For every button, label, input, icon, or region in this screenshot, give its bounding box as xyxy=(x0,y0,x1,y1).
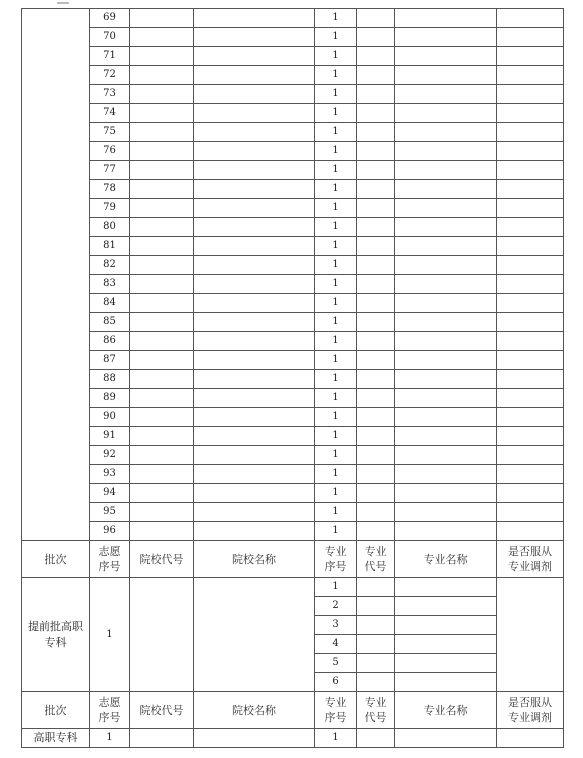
header-adjust-line1: 是否服从 xyxy=(508,696,552,709)
school-code-cell[interactable] xyxy=(130,47,194,66)
major-seq-cell: 1 xyxy=(315,104,357,123)
vocational-major-name-cell[interactable] xyxy=(395,729,497,748)
header-adjust xyxy=(497,541,564,578)
early-batch-label-line1: 提前批高职 xyxy=(28,619,83,633)
major-name-cell[interactable] xyxy=(395,370,497,389)
major-name-cell[interactable] xyxy=(395,104,497,123)
adjust-cell[interactable] xyxy=(497,313,564,332)
adjust-cell[interactable] xyxy=(497,465,564,484)
major-code-cell[interactable] xyxy=(357,389,395,408)
school-code-cell[interactable] xyxy=(130,332,194,351)
choice-seq-cell: 75 xyxy=(90,123,130,142)
header-adjust xyxy=(497,692,564,729)
major-seq-cell: 1 xyxy=(315,389,357,408)
header-row xyxy=(22,541,564,578)
table-row xyxy=(22,351,564,370)
header-major-seq-line2: 序号 xyxy=(324,711,347,724)
school-name-cell[interactable] xyxy=(194,408,315,427)
choice-seq-cell: 88 xyxy=(90,370,130,389)
major-code-cell[interactable] xyxy=(357,427,395,446)
adjust-cell[interactable] xyxy=(497,503,564,522)
major-name-cell[interactable] xyxy=(395,9,497,28)
school-code-cell[interactable] xyxy=(130,161,194,180)
major-seq-cell: 1 xyxy=(315,313,357,332)
school-name-cell[interactable] xyxy=(194,66,315,85)
adjust-cell[interactable] xyxy=(497,199,564,218)
major-code-cell[interactable] xyxy=(357,142,395,161)
choice-seq-cell: 95 xyxy=(90,503,130,522)
major-seq-cell: 1 xyxy=(315,28,357,47)
major-code-cell[interactable] xyxy=(357,503,395,522)
header-school-code: 院校代号 xyxy=(130,541,194,578)
major-seq-cell: 1 xyxy=(315,370,357,389)
table-row xyxy=(22,66,564,85)
school-code-cell[interactable] xyxy=(130,522,194,541)
early-major-code-cell[interactable] xyxy=(357,597,395,616)
header-choice-seq-line2: 序号 xyxy=(98,711,121,724)
major-seq-cell: 1 xyxy=(315,427,357,446)
major-code-cell[interactable] xyxy=(357,446,395,465)
school-name-cell[interactable] xyxy=(194,9,315,28)
choice-seq-cell: 73 xyxy=(90,85,130,104)
major-seq-cell: 1 xyxy=(315,161,357,180)
major-seq-cell: 1 xyxy=(315,503,357,522)
school-code-cell[interactable] xyxy=(130,313,194,332)
early-major-name-cell[interactable] xyxy=(395,654,497,673)
early-major-name-cell[interactable] xyxy=(395,578,497,597)
choice-seq-cell: 94 xyxy=(90,484,130,503)
major-name-cell[interactable] xyxy=(395,408,497,427)
header-school-name: 院校名称 xyxy=(194,541,315,578)
major-name-cell[interactable] xyxy=(395,294,497,313)
choice-seq-cell: 69 xyxy=(90,9,130,28)
school-name-cell[interactable] xyxy=(194,370,315,389)
school-code-cell[interactable] xyxy=(130,351,194,370)
table-row xyxy=(22,256,564,275)
adjust-cell[interactable] xyxy=(497,218,564,237)
choice-seq-cell: 93 xyxy=(90,465,130,484)
school-code-cell[interactable] xyxy=(130,427,194,446)
header-major-name: 专业名称 xyxy=(395,541,497,578)
major-name-cell[interactable] xyxy=(395,199,497,218)
table-row xyxy=(22,389,564,408)
table-row xyxy=(22,427,564,446)
major-seq-cell: 1 xyxy=(315,218,357,237)
choice-seq-cell: 87 xyxy=(90,351,130,370)
header-major-seq xyxy=(315,541,357,578)
major-seq-cell: 1 xyxy=(315,446,357,465)
choice-seq-cell: 89 xyxy=(90,389,130,408)
major-name-cell[interactable] xyxy=(395,66,497,85)
choice-seq-cell: 85 xyxy=(90,313,130,332)
school-name-cell[interactable] xyxy=(194,161,315,180)
adjust-cell[interactable] xyxy=(497,389,564,408)
school-code-cell[interactable] xyxy=(130,237,194,256)
major-code-cell[interactable] xyxy=(357,66,395,85)
choice-seq-cell: 81 xyxy=(90,237,130,256)
table-row xyxy=(22,522,564,541)
major-code-cell[interactable] xyxy=(357,218,395,237)
adjust-cell[interactable] xyxy=(497,370,564,389)
school-name-cell[interactable] xyxy=(194,484,315,503)
school-code-cell[interactable] xyxy=(130,104,194,123)
table-row xyxy=(22,85,564,104)
school-name-cell[interactable] xyxy=(194,446,315,465)
school-name-cell[interactable] xyxy=(194,332,315,351)
major-seq-cell: 1 xyxy=(315,123,357,142)
table-row xyxy=(22,199,564,218)
early-major-seq: 3 xyxy=(315,616,357,635)
table-row xyxy=(22,28,564,47)
major-code-cell[interactable] xyxy=(357,351,395,370)
table-row xyxy=(22,332,564,351)
header-school-code: 院校代号 xyxy=(130,692,194,729)
early-batch-label-line2: 专科 xyxy=(44,635,67,649)
early-school-code-cell[interactable] xyxy=(130,578,194,692)
header-major-code-line2: 代号 xyxy=(364,560,387,573)
table-row xyxy=(22,123,564,142)
vocational-major-code-cell[interactable] xyxy=(357,729,395,748)
major-seq-cell: 1 xyxy=(315,66,357,85)
early-major-code-cell[interactable] xyxy=(357,654,395,673)
major-name-cell[interactable] xyxy=(395,427,497,446)
major-seq-cell: 1 xyxy=(315,484,357,503)
table-row xyxy=(22,484,564,503)
table-row xyxy=(22,218,564,237)
header-batch: 批次 xyxy=(22,692,90,729)
school-name-cell[interactable] xyxy=(194,199,315,218)
header-batch: 批次 xyxy=(22,541,90,578)
school-name-cell[interactable] xyxy=(194,351,315,370)
school-code-cell[interactable] xyxy=(130,503,194,522)
major-code-cell[interactable] xyxy=(357,180,395,199)
major-name-cell[interactable] xyxy=(395,237,497,256)
adjust-cell[interactable] xyxy=(497,351,564,370)
table-row xyxy=(22,465,564,484)
school-code-cell[interactable] xyxy=(130,28,194,47)
school-code-cell[interactable] xyxy=(130,199,194,218)
adjust-cell[interactable] xyxy=(497,484,564,503)
major-name-cell[interactable] xyxy=(395,47,497,66)
major-seq-cell: 1 xyxy=(315,408,357,427)
header-major-seq-line2: 序号 xyxy=(324,560,347,573)
header-adjust-line1: 是否服从 xyxy=(508,545,552,558)
major-name-cell[interactable] xyxy=(395,275,497,294)
table-row xyxy=(22,503,564,522)
major-name-cell[interactable] xyxy=(395,522,497,541)
vocational-school-code-cell[interactable] xyxy=(130,729,194,748)
school-code-cell[interactable] xyxy=(130,180,194,199)
major-code-cell[interactable] xyxy=(357,104,395,123)
adjust-cell[interactable] xyxy=(497,161,564,180)
early-major-name-cell[interactable] xyxy=(395,616,497,635)
major-code-cell[interactable] xyxy=(357,370,395,389)
major-name-cell[interactable] xyxy=(395,161,497,180)
choice-seq-cell: 79 xyxy=(90,199,130,218)
adjust-cell[interactable] xyxy=(497,85,564,104)
table-row xyxy=(22,142,564,161)
major-seq-cell: 1 xyxy=(315,351,357,370)
top-edge-mark xyxy=(57,2,69,4)
application-form-table xyxy=(21,8,564,748)
table-row xyxy=(22,446,564,465)
header-major-seq-line1: 专业 xyxy=(324,545,347,558)
school-code-cell[interactable] xyxy=(130,218,194,237)
major-name-cell[interactable] xyxy=(395,446,497,465)
school-name-cell[interactable] xyxy=(194,294,315,313)
major-code-cell[interactable] xyxy=(357,465,395,484)
school-name-cell[interactable] xyxy=(194,275,315,294)
school-code-cell[interactable] xyxy=(130,294,194,313)
major-name-cell[interactable] xyxy=(395,85,497,104)
table-row xyxy=(22,313,564,332)
choice-seq-cell: 71 xyxy=(90,47,130,66)
choice-seq-cell: 72 xyxy=(90,66,130,85)
choice-seq-cell: 83 xyxy=(90,275,130,294)
adjust-cell[interactable] xyxy=(497,275,564,294)
major-name-cell[interactable] xyxy=(395,465,497,484)
vocational-adjust-cell[interactable] xyxy=(497,729,564,748)
school-code-cell[interactable] xyxy=(130,275,194,294)
school-name-cell[interactable] xyxy=(194,389,315,408)
adjust-cell[interactable] xyxy=(497,294,564,313)
adjust-cell[interactable] xyxy=(497,446,564,465)
adjust-cell[interactable] xyxy=(497,123,564,142)
early-major-code-cell[interactable] xyxy=(357,616,395,635)
early-major-code-cell[interactable] xyxy=(357,635,395,654)
early-major-name-cell[interactable] xyxy=(395,597,497,616)
school-name-cell[interactable] xyxy=(194,503,315,522)
header-major-name: 专业名称 xyxy=(395,692,497,729)
adjust-cell[interactable] xyxy=(497,9,564,28)
major-seq-cell: 1 xyxy=(315,9,357,28)
header-adjust-line2: 专业调剂 xyxy=(508,711,552,724)
school-name-cell[interactable] xyxy=(194,180,315,199)
adjust-cell[interactable] xyxy=(497,522,564,541)
header-choice-seq-line1: 志愿 xyxy=(98,545,121,558)
school-name-cell[interactable] xyxy=(194,142,315,161)
major-code-cell[interactable] xyxy=(357,85,395,104)
early-row xyxy=(22,578,564,597)
major-name-cell[interactable] xyxy=(395,332,497,351)
vocational-major-seq: 1 xyxy=(315,729,357,748)
school-code-cell[interactable] xyxy=(130,256,194,275)
major-name-cell[interactable] xyxy=(395,484,497,503)
table-row xyxy=(22,408,564,427)
adjust-cell[interactable] xyxy=(497,237,564,256)
early-major-seq: 5 xyxy=(315,654,357,673)
major-seq-cell: 1 xyxy=(315,180,357,199)
choice-seq-cell: 82 xyxy=(90,256,130,275)
choice-seq-cell: 86 xyxy=(90,332,130,351)
early-major-seq: 6 xyxy=(315,673,357,692)
early-major-code-cell[interactable] xyxy=(357,578,395,597)
choice-seq-cell: 70 xyxy=(90,28,130,47)
adjust-cell[interactable] xyxy=(497,408,564,427)
major-seq-cell: 1 xyxy=(315,294,357,313)
major-code-cell[interactable] xyxy=(357,408,395,427)
vocational-school-name-cell[interactable] xyxy=(194,729,315,748)
header-major-code-line1: 专业 xyxy=(364,545,387,558)
early-batch-section xyxy=(22,541,564,692)
header-adjust-line2: 专业调剂 xyxy=(508,560,552,573)
school-name-cell[interactable] xyxy=(194,47,315,66)
school-code-cell[interactable] xyxy=(130,465,194,484)
choice-seq-cell: 78 xyxy=(90,180,130,199)
major-name-cell[interactable] xyxy=(395,123,497,142)
major-code-cell[interactable] xyxy=(357,484,395,503)
school-name-cell[interactable] xyxy=(194,85,315,104)
early-major-name-cell[interactable] xyxy=(395,673,497,692)
table-row xyxy=(22,9,564,28)
school-name-cell[interactable] xyxy=(194,427,315,446)
choice-seq-cell: 91 xyxy=(90,427,130,446)
choice-seq-cell: 96 xyxy=(90,522,130,541)
school-code-cell[interactable] xyxy=(130,66,194,85)
school-code-cell[interactable] xyxy=(130,446,194,465)
vocational-batch-label: 高职专科 xyxy=(22,729,90,748)
adjust-cell[interactable] xyxy=(497,256,564,275)
major-seq-cell: 1 xyxy=(315,142,357,161)
vocational-batch-section xyxy=(22,692,564,748)
major-code-cell[interactable] xyxy=(357,522,395,541)
major-name-cell[interactable] xyxy=(395,503,497,522)
early-choice-seq: 1 xyxy=(90,578,130,692)
major-code-cell[interactable] xyxy=(357,275,395,294)
header-major-code xyxy=(357,541,395,578)
table-row xyxy=(22,275,564,294)
choice-seq-cell: 84 xyxy=(90,294,130,313)
school-name-cell[interactable] xyxy=(194,28,315,47)
major-seq-cell: 1 xyxy=(315,332,357,351)
header-major-code xyxy=(357,692,395,729)
major-name-cell[interactable] xyxy=(395,180,497,199)
major-seq-cell: 1 xyxy=(315,522,357,541)
choice-seq-cell: 80 xyxy=(90,218,130,237)
table-row xyxy=(22,104,564,123)
early-batch-label xyxy=(22,578,90,692)
major-seq-cell: 1 xyxy=(315,85,357,104)
header-school-name: 院校名称 xyxy=(194,692,315,729)
table-row xyxy=(22,47,564,66)
vocational-choice-seq: 1 xyxy=(90,729,130,748)
header-major-seq xyxy=(315,692,357,729)
adjust-cell[interactable] xyxy=(497,332,564,351)
early-school-name-cell[interactable] xyxy=(194,578,315,692)
major-name-cell[interactable] xyxy=(395,142,497,161)
major-seq-cell: 1 xyxy=(315,275,357,294)
choice-seq-cell: 77 xyxy=(90,161,130,180)
table-row xyxy=(22,180,564,199)
early-major-seq: 1 xyxy=(315,578,357,597)
early-major-name-cell[interactable] xyxy=(395,635,497,654)
early-major-seq: 2 xyxy=(315,597,357,616)
school-code-cell[interactable] xyxy=(130,389,194,408)
header-choice-seq xyxy=(90,692,130,729)
adjust-cell[interactable] xyxy=(497,427,564,446)
adjust-cell[interactable] xyxy=(497,47,564,66)
header-choice-seq-line1: 志愿 xyxy=(98,696,121,709)
school-code-cell[interactable] xyxy=(130,370,194,389)
major-code-cell[interactable] xyxy=(357,123,395,142)
major-code-cell[interactable] xyxy=(357,237,395,256)
choice-seq-cell: 90 xyxy=(90,408,130,427)
adjust-cell[interactable] xyxy=(497,104,564,123)
school-name-cell[interactable] xyxy=(194,313,315,332)
early-adjust-cell[interactable] xyxy=(497,578,564,692)
school-code-cell[interactable] xyxy=(130,123,194,142)
school-code-cell[interactable] xyxy=(130,142,194,161)
adjust-cell[interactable] xyxy=(497,180,564,199)
major-code-cell[interactable] xyxy=(357,313,395,332)
header-major-code-line2: 代号 xyxy=(364,711,387,724)
choice-seq-cell: 74 xyxy=(90,104,130,123)
choice-seq-cell: 76 xyxy=(90,142,130,161)
school-code-cell[interactable] xyxy=(130,408,194,427)
header-major-code-line1: 专业 xyxy=(364,696,387,709)
adjust-cell[interactable] xyxy=(497,66,564,85)
school-name-cell[interactable] xyxy=(194,256,315,275)
major-seq-cell: 1 xyxy=(315,256,357,275)
early-major-code-cell[interactable] xyxy=(357,673,395,692)
major-code-cell[interactable] xyxy=(357,256,395,275)
choice-seq-cell: 92 xyxy=(90,446,130,465)
major-name-cell[interactable] xyxy=(395,389,497,408)
header-major-seq-line1: 专业 xyxy=(324,696,347,709)
major-code-cell[interactable] xyxy=(357,47,395,66)
major-name-cell[interactable] xyxy=(395,256,497,275)
adjust-cell[interactable] xyxy=(497,28,564,47)
major-name-cell[interactable] xyxy=(395,218,497,237)
header-choice-seq xyxy=(90,541,130,578)
major-name-cell[interactable] xyxy=(395,313,497,332)
major-code-cell[interactable] xyxy=(357,9,395,28)
school-code-cell[interactable] xyxy=(130,85,194,104)
table-row xyxy=(22,294,564,313)
vocational-row xyxy=(22,729,564,748)
school-name-cell[interactable] xyxy=(194,465,315,484)
top-rows xyxy=(22,9,564,541)
major-name-cell[interactable] xyxy=(395,28,497,47)
table-row xyxy=(22,161,564,180)
major-seq-cell: 1 xyxy=(315,199,357,218)
major-code-cell[interactable] xyxy=(357,332,395,351)
major-name-cell[interactable] xyxy=(395,351,497,370)
early-major-seq: 4 xyxy=(315,635,357,654)
major-seq-cell: 1 xyxy=(315,47,357,66)
batch-cell-blank xyxy=(22,9,90,541)
school-name-cell[interactable] xyxy=(194,218,315,237)
school-name-cell[interactable] xyxy=(194,104,315,123)
major-code-cell[interactable] xyxy=(357,294,395,313)
header-choice-seq-line2: 序号 xyxy=(98,560,121,573)
school-name-cell[interactable] xyxy=(194,237,315,256)
adjust-cell[interactable] xyxy=(497,142,564,161)
school-code-cell[interactable] xyxy=(130,9,194,28)
school-name-cell[interactable] xyxy=(194,123,315,142)
school-code-cell[interactable] xyxy=(130,484,194,503)
header-row xyxy=(22,692,564,729)
major-code-cell[interactable] xyxy=(357,161,395,180)
major-seq-cell: 1 xyxy=(315,237,357,256)
table-row xyxy=(22,237,564,256)
major-seq-cell: 1 xyxy=(315,465,357,484)
major-code-cell[interactable] xyxy=(357,199,395,218)
major-code-cell[interactable] xyxy=(357,28,395,47)
school-name-cell[interactable] xyxy=(194,522,315,541)
table-row xyxy=(22,370,564,389)
